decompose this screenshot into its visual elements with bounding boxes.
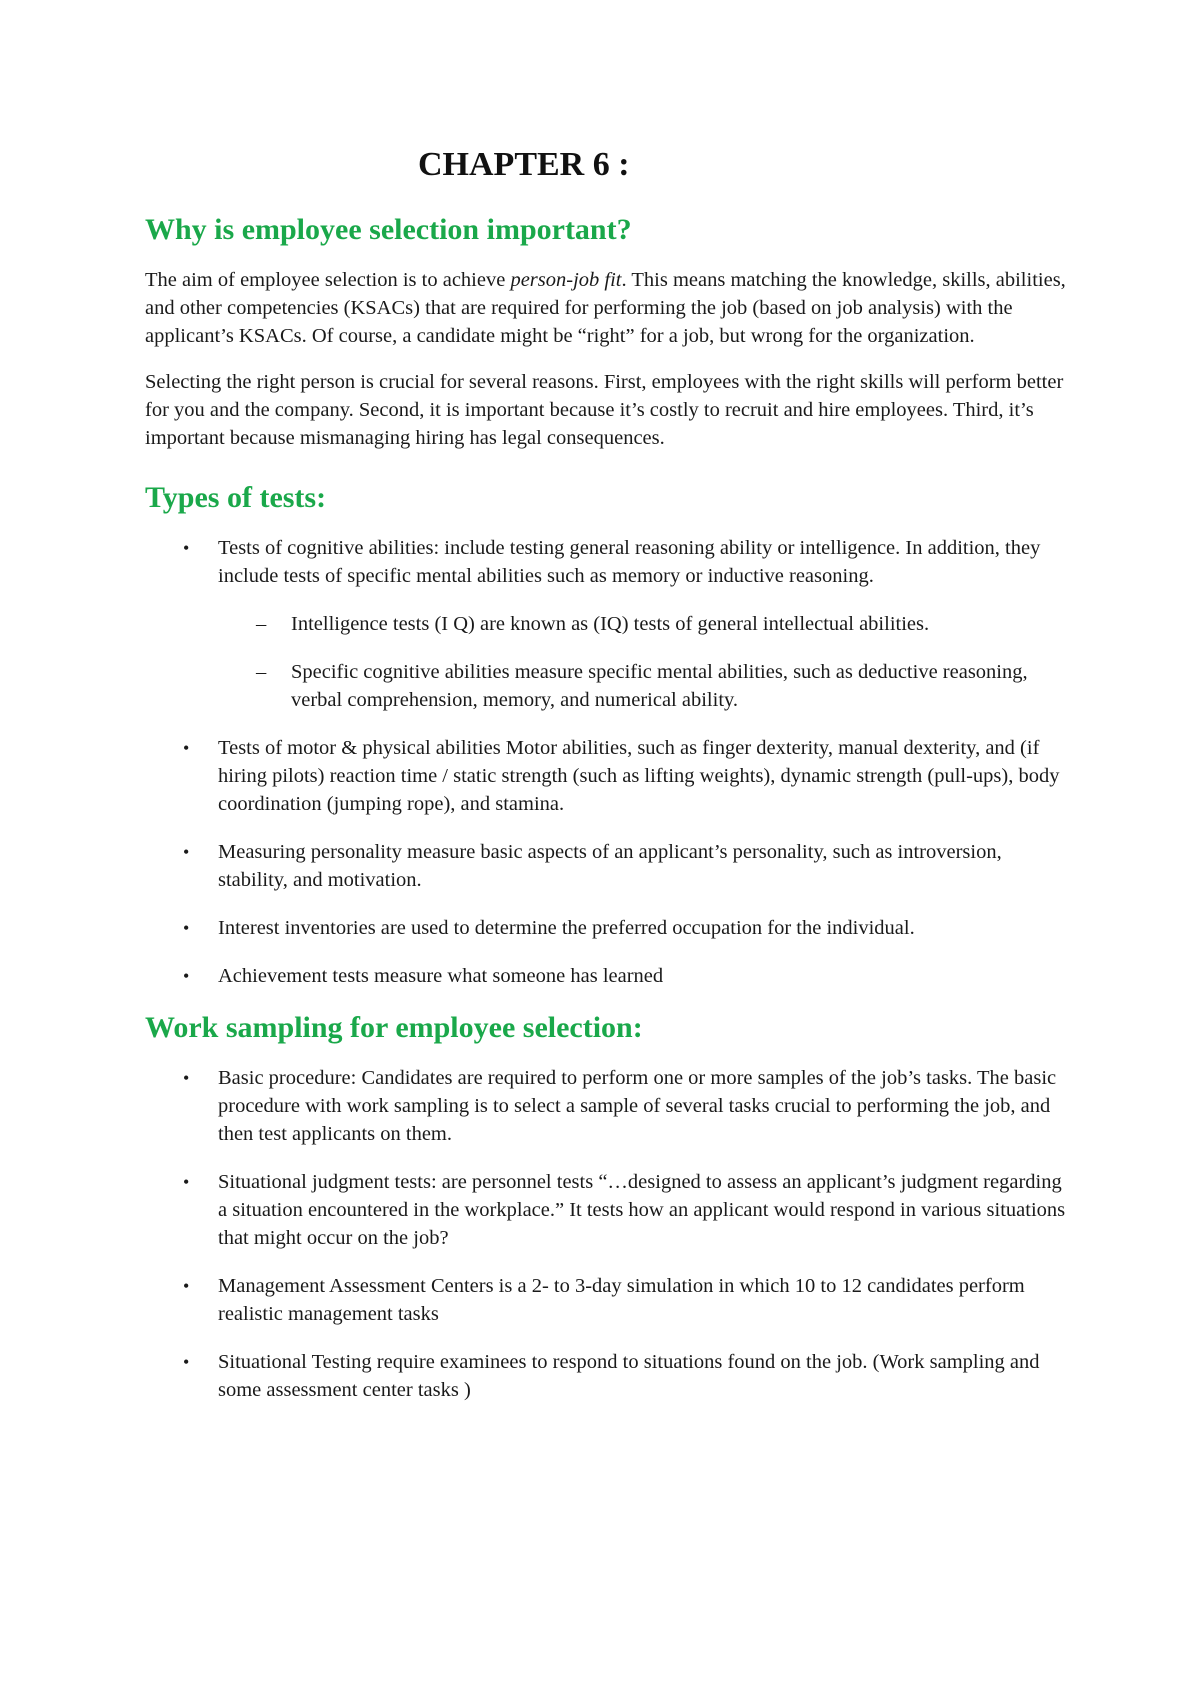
dash-icon: – [256,613,267,635]
list-item-text: Situational judgment tests: are personnel tests “…designed to assess an applicant’s judgment regarding a situation encountered in the workplace.” It tests how an applicant would respond in various situations that might occur on the job? [218,1171,1066,1249]
list-item [145,1272,1070,1328]
person-job-fit-term: person-job fit [510,269,622,291]
section-heading-work-sampling: Work sampling for employee selection: [145,1011,643,1044]
paragraph-aim-text-end: . This means matching the knowledge, skills, abilities, and other competencies (KSACs) that are required for performing the job (based on job analysis) with the applicant’s KSACs. Of course, a candidate might be “right” for a job, but wrong for the organization. [145,269,1066,347]
list-item-text: Tests of cognitive abilities: include testing general reasoning ability or intelligence. In addition, they include tests of specific mental abilities such as memory or inductive reasoning. [218,537,1041,587]
list-item-text: Management Assessment Centers is a 2- to 3-day simulation in which 10 to 12 candidates perform realistic management tasks [218,1275,1025,1325]
list-item-text: Situational Testing require examinees to respond to situations found on the job. (Work sampling and some assessment center tasks ) [218,1351,1040,1401]
list-item [145,962,1070,990]
sub-list-item [218,610,1070,638]
cognitive-sublist [218,610,1070,714]
paragraph-reasons: Selecting the right person is crucial for several reasons. First, employees with the right skills will perform better for you and the company. Second, it is important because it’s costly to recruit and hire employees. Third, it’s important because mismanaging hiring has legal consequences. [145,371,1064,449]
list-item-text: Measuring personality measure basic aspects of an applicant’s personality, such as introversion, stability, and motivation. [218,841,1002,891]
list-item-text: Achievement tests measure what someone has learned [218,965,664,987]
bullet-icon: • [183,1276,190,1296]
section-heading-types-of-tests: Types of tests: [145,481,327,514]
document-body [145,212,1070,1424]
bullet-icon: • [183,538,190,558]
dash-icon: – [256,661,267,683]
sub-list-item-text: Intelligence tests (I Q) are known as (IQ) tests of general intellectual abilities. [291,613,930,635]
list-item [145,838,1070,894]
list-item [145,734,1070,818]
paragraph-aim [145,266,1070,350]
sub-list-item [218,658,1070,714]
bullet-icon: • [183,1068,190,1088]
bullet-icon: • [183,738,190,758]
list-item-text: Interest inventories are used to determine the preferred occupation for the individual. [218,917,915,939]
list-item [145,534,1070,714]
bullet-icon: • [183,842,190,862]
types-of-tests-list [145,534,1070,990]
list-item [145,1348,1070,1404]
section-heading-selection-importance: Why is employee selection important? [145,213,632,246]
list-item-text: Basic procedure: Candidates are required to perform one or more samples of the job’s tasks. The basic procedure with work sampling is to select a sample of several tasks crucial to performing the job, and then test applicants on them. [218,1067,1057,1145]
list-item [145,914,1070,942]
work-sampling-list [145,1064,1070,1404]
list-item [145,1064,1070,1148]
sub-list-item-text: Specific cognitive abilities measure specific mental abilities, such as deductive reasoning, verbal comprehension, memory, and numerical ability. [291,661,1028,711]
bullet-icon: • [183,1172,190,1192]
paragraph-aim-text-start: The aim of employee selection is to achieve [145,269,511,291]
list-item-text: Tests of motor & physical abilities Motor abilities, such as finger dexterity, manual dexterity, and (if hiring pilots) reaction time / static strength (such as lifting weights), dynamic strength (pull-ups), body coordination (jumping rope), and stamina. [218,737,1060,815]
list-item [145,1168,1070,1252]
bullet-icon: • [183,918,190,938]
bullet-icon: • [183,966,190,986]
chapter-title: CHAPTER 6 : [418,146,630,183]
bullet-icon: • [183,1352,190,1372]
